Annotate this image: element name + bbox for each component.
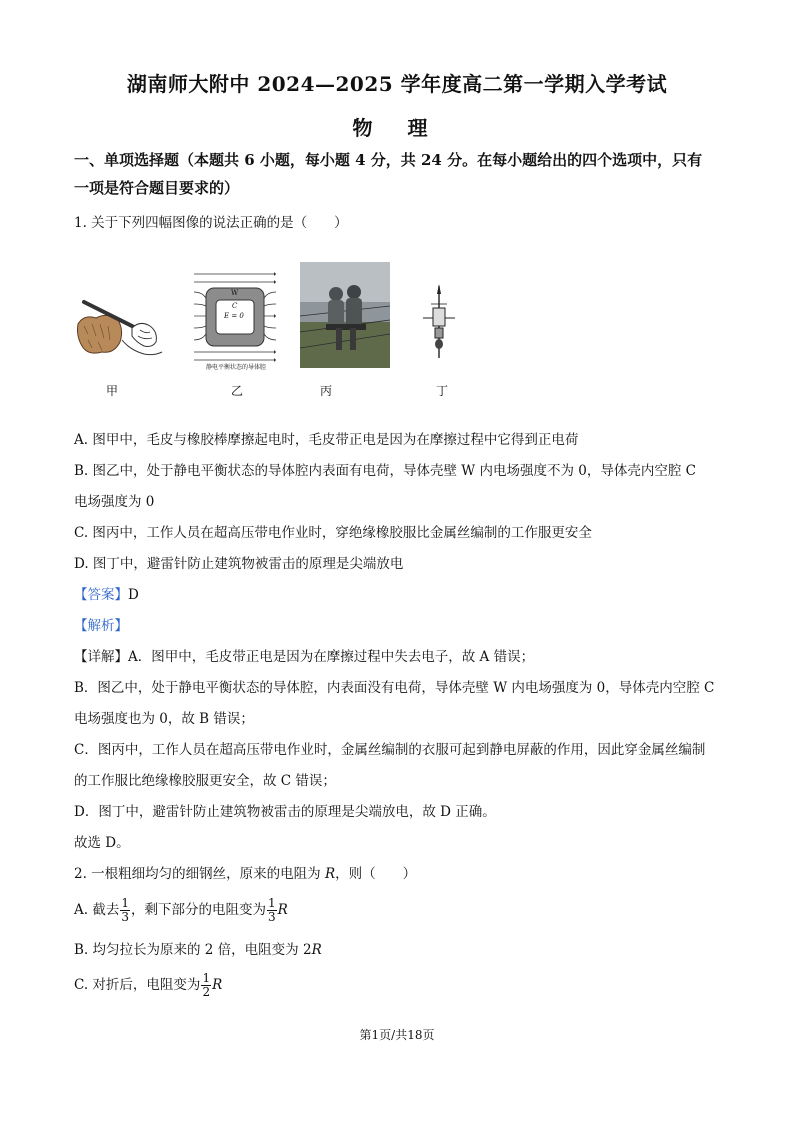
q1-detail-b-line2: 电场强度也为 0，故 B 错误；: [74, 711, 254, 727]
frac-half-numerator: 1: [202, 971, 211, 985]
q2-option-b: [74, 940, 322, 960]
fig-label-ding: 丁: [436, 384, 449, 398]
q2-c-var: R: [212, 977, 223, 993]
q1-detail-d: D．图丁中，避雷针防止建筑物被雷击的原理是尖端放电，故 D 正确。: [74, 804, 496, 820]
subject-title: 物 理: [352, 116, 442, 140]
q1-answer: [74, 585, 139, 605]
fig2-cavity-label: C: [232, 302, 238, 310]
q2-b-var: R: [311, 942, 322, 958]
q2-a-mid: ，剩下部分的电阻变为: [130, 902, 266, 918]
frac-numerator-2: 1: [267, 896, 276, 910]
q2-c-pre: C. 对折后，电阻变为: [74, 977, 201, 993]
answer-tag: 【答案】: [74, 587, 128, 603]
frac-half-denominator: 2: [202, 985, 211, 999]
fig-label-jia: 甲: [106, 384, 119, 398]
fig-lightning-rod-image: [419, 284, 459, 364]
exam-title: 湖南师大附中 2024—2025 学年度高二第一学期入学考试: [126, 72, 668, 96]
fig-fur-rod-image: [74, 290, 174, 362]
q1-option-d: D. 图丁中，避雷针防止建筑物被雷击的原理是尖端放电: [74, 556, 404, 572]
frac-denominator: 3: [121, 910, 129, 924]
answer-value: D: [128, 587, 139, 603]
q1-detail-a: [74, 647, 534, 667]
q2-option-a: [74, 895, 288, 925]
q1-detail-c-line2: 的工作服比绝缘橡胶服更安全，故 C 错误；: [74, 773, 336, 789]
fig2-wall-label: W: [231, 289, 239, 297]
section-heading: [74, 146, 724, 202]
q2-a-pre: A. 截去: [74, 902, 120, 918]
fraction-one-third: [120, 897, 130, 924]
analysis-tag: 【解析】: [74, 618, 128, 634]
q1-option-b-line2: 电场强度为 0: [74, 494, 155, 510]
q2-stem-post: ，则（ ）: [335, 866, 417, 882]
q1-detail-c-line1: C．图丙中，工作人员在超高压带电作业时，金属丝编制的衣服可起到静电屏蔽的作用，因此穿金属丝编制: [74, 742, 706, 758]
q2-b-text: B. 均匀拉长为原来的 2 倍，电阻变为 2: [74, 942, 312, 958]
fig-power-line-workers-photo: [300, 262, 390, 368]
detail-tag: 【详解】: [74, 649, 128, 665]
fig-label-bing: 丙: [320, 384, 333, 398]
q1-option-c: C. 图丙中，工作人员在超高压带电作业时，穿绝缘橡胶服比金属丝编制的工作服更安全: [74, 525, 592, 541]
page-footer: 第1页/共18页: [359, 1028, 435, 1042]
fig2-caption: 静电平衡状态的导体腔: [206, 364, 267, 371]
q2-option-c: [74, 970, 222, 1000]
q2-a-var: R: [277, 902, 288, 918]
q2-stem: [74, 864, 416, 884]
fraction-one-third-2: [267, 897, 277, 924]
fig2-field-label: E = 0: [224, 312, 244, 320]
q1-figures: [74, 260, 494, 400]
section-heading-line1: 一、单项选择题（本题共 6 小题，每小题 4 分，共 24 分。在每小题给出的四个选项中，只有: [74, 151, 703, 169]
fig-label-yi: 乙: [231, 384, 244, 398]
q2-stem-pre: 2. 一根粗细均匀的细钢丝，原来的电阻为: [74, 866, 325, 882]
detail-a-text: A．图甲中，毛皮带正电是因为在摩擦过程中失去电子，故 A 错误；: [128, 649, 535, 665]
frac-denominator-2: 3: [267, 910, 276, 924]
q1-conclusion: 故选 D。: [74, 835, 130, 851]
fraction-one-half: [201, 972, 211, 999]
q2-stem-var: R: [324, 866, 336, 882]
q1-option-a: A. 图甲中，毛皮与橡胶棒摩擦起电时，毛皮带正电是因为在摩擦过程中它得到正电荷: [74, 432, 579, 448]
section-heading-line2: 一项是符合题目要求的）: [74, 179, 240, 197]
q1-detail-b-line1: B．图乙中，处于静电平衡状态的导体腔，内表面没有电荷，导体壳壁 W 内电场强度为 0，导体壳内空腔 C: [74, 680, 715, 696]
q1-stem: 1. 关于下列四幅图像的说法正确的是（ ）: [74, 215, 348, 231]
frac-numerator: 1: [121, 896, 129, 910]
q1-option-b-line1: B. 图乙中，处于静电平衡状态的导体腔内表面有电荷，导体壳壁 W 内电场强度不为 0，导体壳内空腔 C: [74, 463, 696, 479]
